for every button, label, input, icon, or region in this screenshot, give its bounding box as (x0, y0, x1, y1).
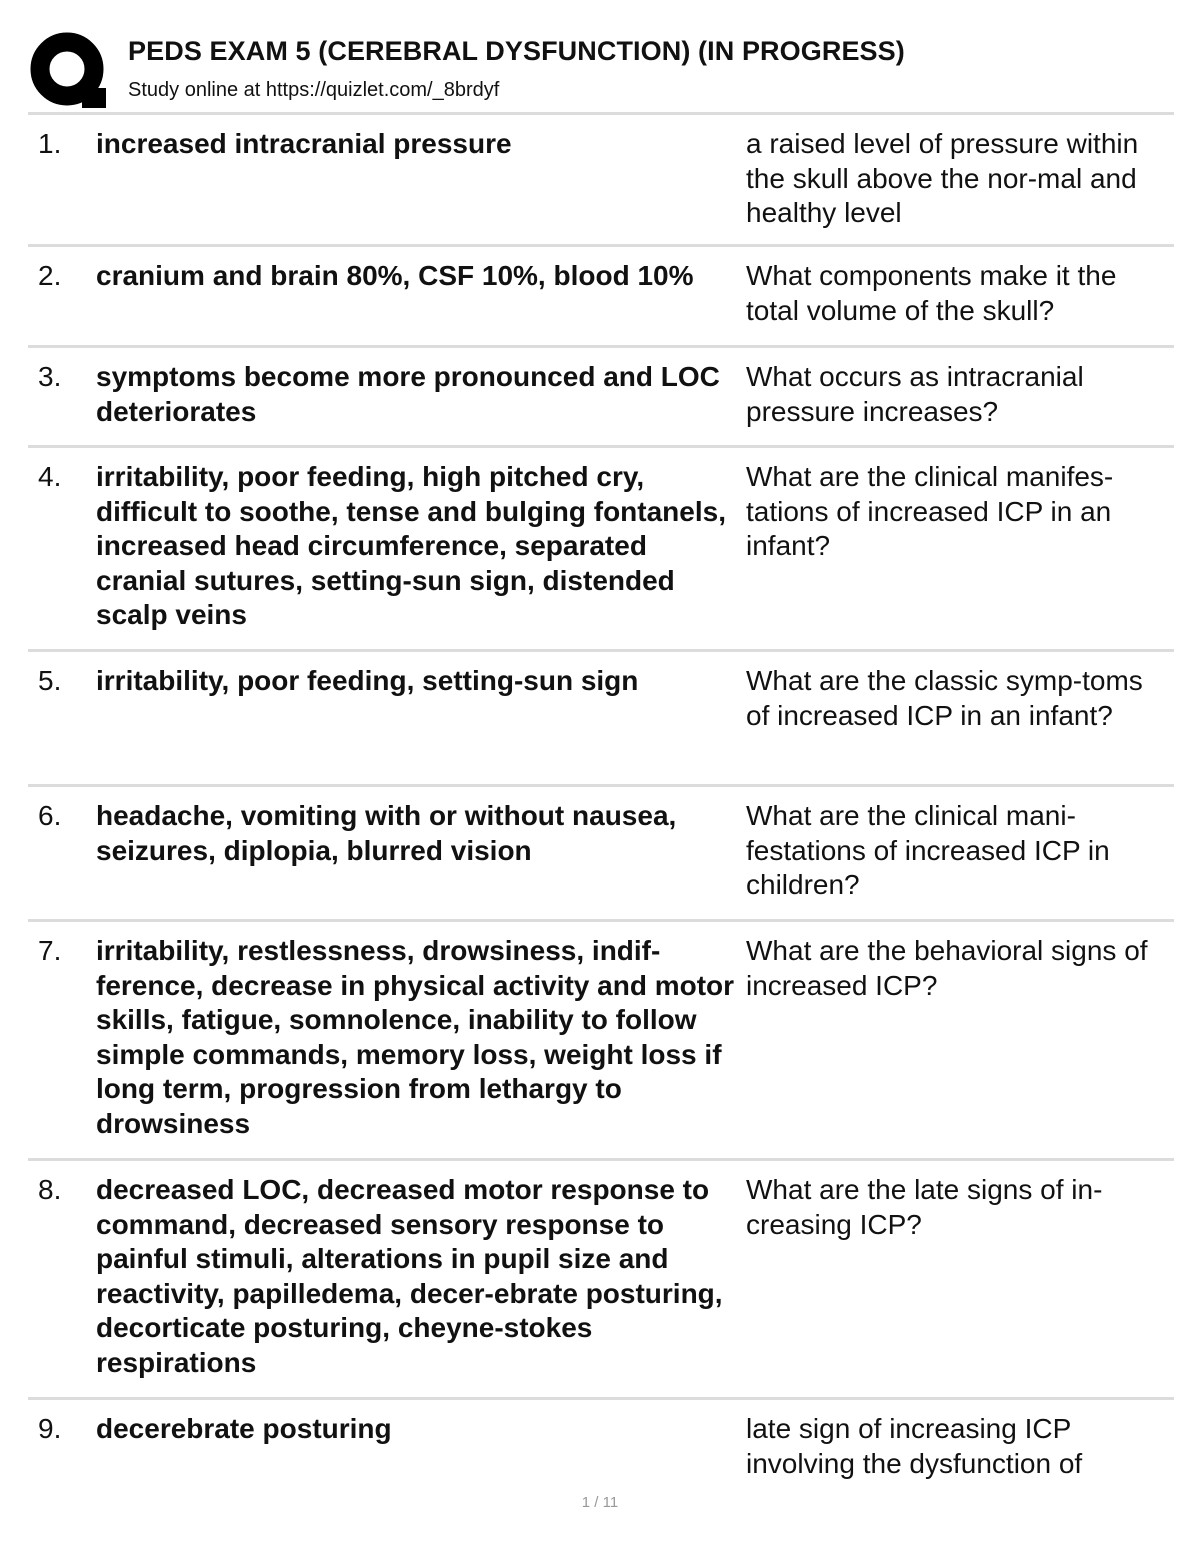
page-number: 1 / 11 (581, 1494, 619, 1511)
page-header (28, 30, 1178, 112)
card-definition: What are the classic symp-toms of increased ICP in an infant? (746, 665, 1143, 731)
flashcard-list (28, 112, 1174, 1500)
card-definition: late sign of increasing ICP involving the dysfunction of (746, 1413, 1083, 1479)
study-online-link[interactable]: Study online at https://quizlet.com/_8brdyf (128, 79, 500, 101)
flashcard-row (28, 652, 1174, 787)
card-number: 4. (38, 461, 62, 492)
flashcard-row (28, 348, 1174, 448)
flashcard-row (28, 1161, 1174, 1400)
flashcard-row (28, 787, 1174, 922)
card-term: irritability, poor feeding, setting-sun sign (96, 665, 639, 696)
flashcard-row (28, 448, 1174, 652)
card-number: 5. (38, 665, 62, 696)
card-definition: What occurs as intracranial pressure increases? (746, 361, 1084, 427)
card-definition: What components make it the total volume of the skull? (746, 260, 1117, 326)
card-term: irritability, poor feeding, high pitched cry, difficult to soothe, tense and bulging fontanels, increased head circumference, separated cranial sutures, setting-sun sign, distended scalp veins (96, 461, 726, 630)
card-number: 3. (38, 361, 62, 392)
page-title: PEDS EXAM 5 (CEREBRAL DYSFUNCTION) (IN PROGRESS) (128, 36, 905, 66)
card-definition: What are the clinical manifes-tations of increased ICP in an infant? (746, 461, 1114, 561)
flashcard-row (28, 247, 1174, 348)
card-term: symptoms become more pronounced and LOC deteriorates (96, 361, 720, 427)
card-definition: What are the clinical mani-festations of increased ICP in children? (746, 800, 1110, 900)
card-number: 7. (38, 935, 62, 966)
card-term: decerebrate posturing (96, 1413, 392, 1444)
flashcard-row (28, 922, 1174, 1161)
card-term: decreased LOC, decreased motor response to command, decreased sensory response to painful stimuli, alterations in pupil size and reactivity, papilledema, decer-ebrate posturing, decorticate posturing, cheyne-stokes respirations (96, 1174, 723, 1378)
card-term: cranium and brain 80%, CSF 10%, blood 10% (96, 260, 694, 291)
card-number: 6. (38, 800, 62, 831)
card-number: 1. (38, 128, 62, 159)
card-term: irritability, restlessness, drowsiness, indif-ference, decrease in physical activity and motor skills, fatigue, somnolence, inability to follow simple commands, memory loss, weight loss if long term, progression from lethargy to drowsiness (96, 935, 735, 1139)
card-definition: What are the late signs of in-creasing ICP? (746, 1174, 1103, 1240)
card-definition: What are the behavioral signs of increased ICP? (746, 935, 1148, 1001)
quizlet-q-logo-icon (30, 32, 108, 110)
card-definition: a raised level of pressure within the skull above the nor-mal and healthy level (746, 128, 1139, 228)
card-number: 2. (38, 260, 62, 291)
card-term: headache, vomiting with or without nausea, seizures, diplopia, blurred vision (96, 800, 677, 866)
flashcard-row (28, 115, 1174, 247)
card-number: 9. (38, 1413, 62, 1444)
card-term: increased intracranial pressure (96, 128, 512, 159)
flashcard-row (28, 1400, 1174, 1500)
card-number: 8. (38, 1174, 62, 1205)
